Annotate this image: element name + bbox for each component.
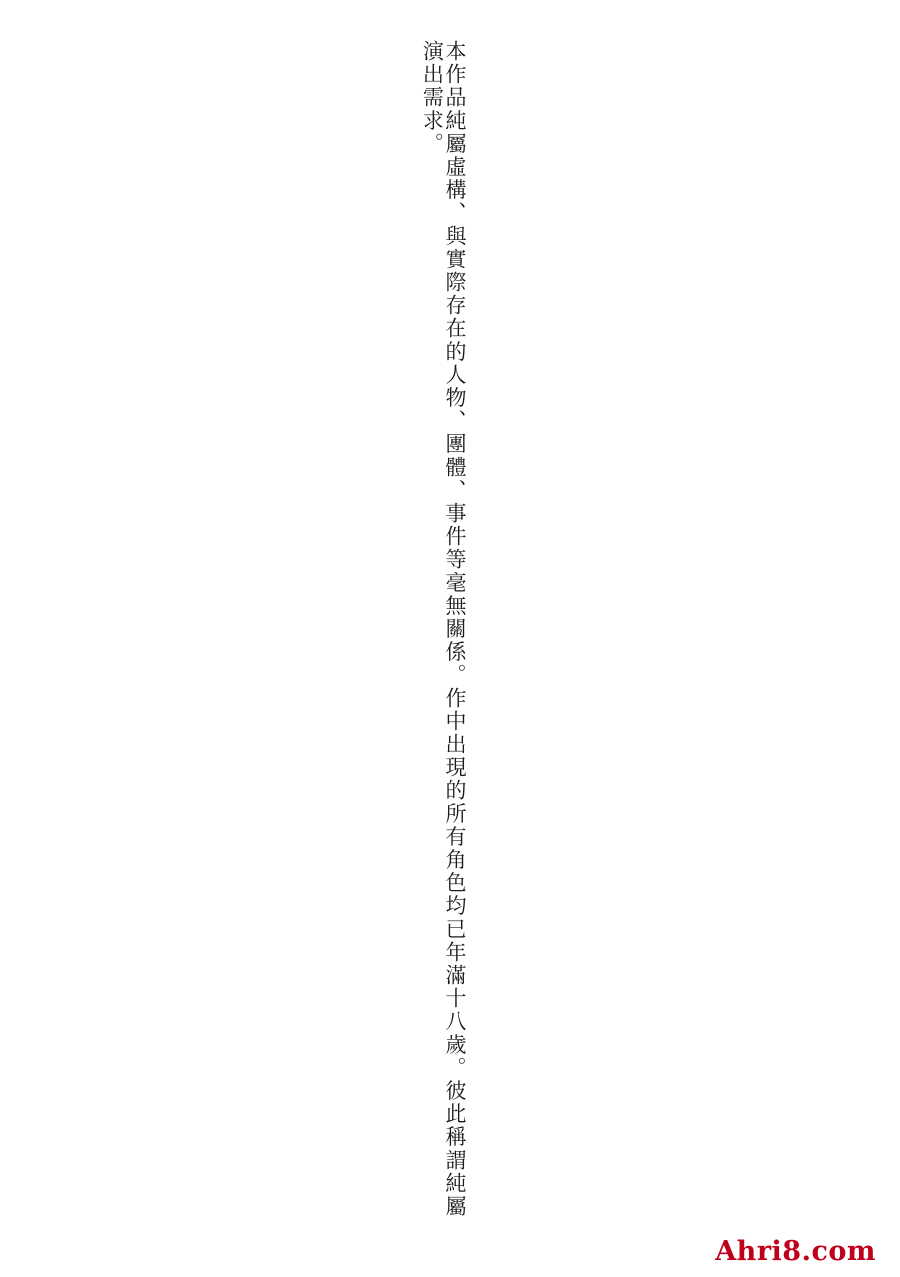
site-watermark: Ahri8.com xyxy=(715,1236,876,1267)
disclaimer-text: 本作品純屬虛構、與實際存在的人物、團體、事件等毫無關係。作中出現的所有角色均已年滿十八歲。彼此稱謂純屬演出需求。 xyxy=(420,40,467,1219)
